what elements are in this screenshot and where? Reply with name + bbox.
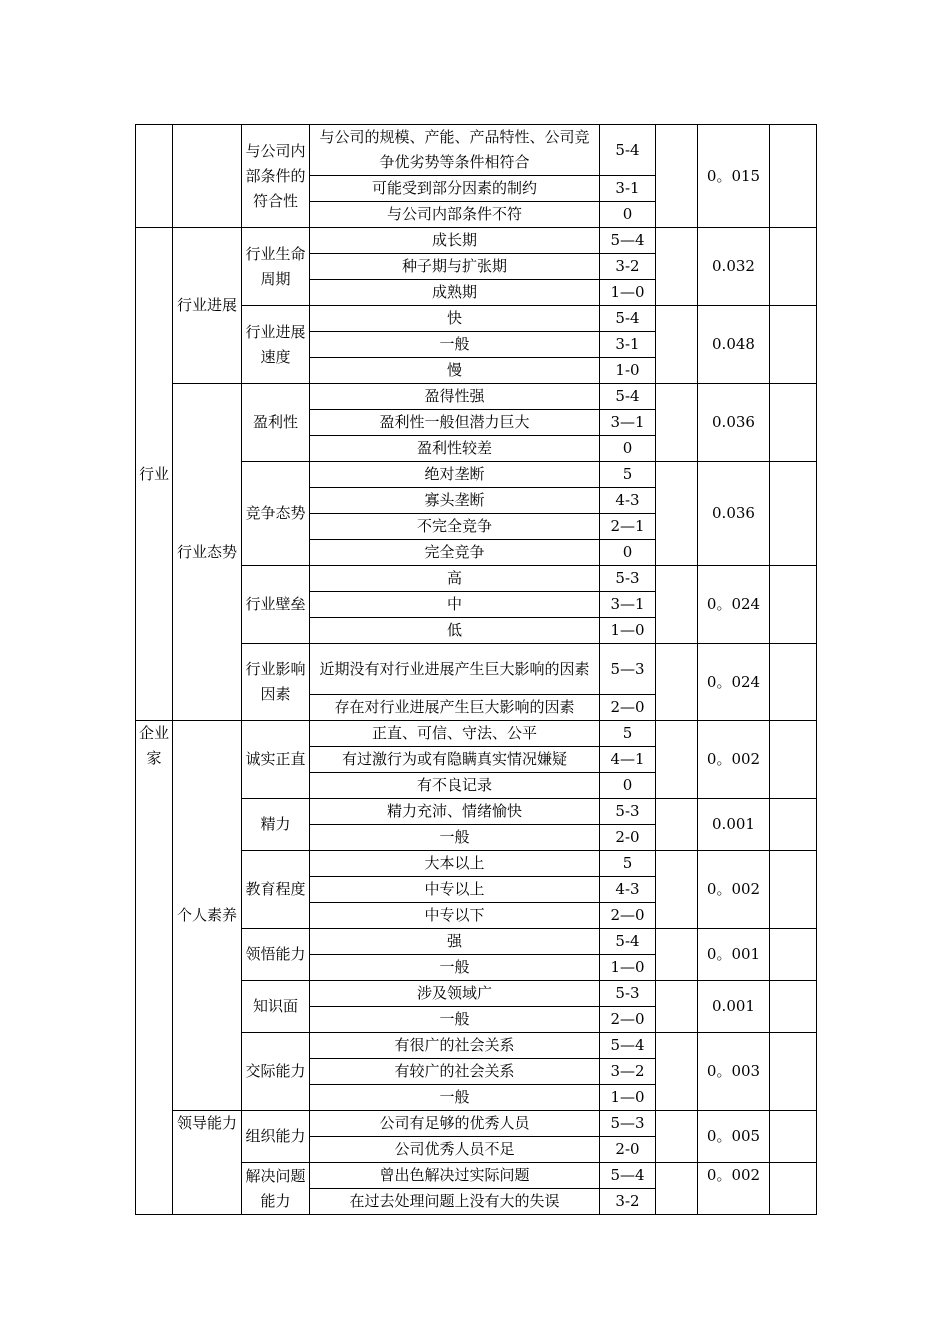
subcategory-cell: 个人素养 (173, 721, 242, 1111)
criterion-cell: 有过激行为或有隐瞒真实情况嫌疑 (310, 747, 600, 773)
criterion-cell: 可能受到部分因素的制约 (310, 176, 600, 202)
score-cell: 2-0 (600, 825, 656, 851)
score-cell: 0 (600, 436, 656, 462)
factor-cell: 教育程度 (242, 851, 310, 929)
criterion-cell: 成长期 (310, 228, 600, 254)
subcategory-cell: 领导能力 (173, 1111, 242, 1215)
weight-cell: 0.001 (698, 799, 770, 851)
weight-cell: 0.032 (698, 228, 770, 306)
weight-cell: 0。005 (698, 1111, 770, 1163)
score-cell: 2—0 (600, 1007, 656, 1033)
factor-cell: 盈利性 (242, 384, 310, 462)
score-cell: 5—4 (600, 1033, 656, 1059)
criterion-cell: 中专以上 (310, 877, 600, 903)
criterion-cell: 高 (310, 566, 600, 592)
criterion-cell: 快 (310, 306, 600, 332)
criterion-cell: 绝对垄断 (310, 462, 600, 488)
evaluation-table (135, 124, 817, 1215)
factor-cell: 精力 (242, 799, 310, 851)
blank-cell (656, 1033, 698, 1111)
score-cell: 3-1 (600, 176, 656, 202)
score-cell: 0 (600, 773, 656, 799)
score-cell: 5-3 (600, 566, 656, 592)
subcategory-cell (173, 125, 242, 228)
score-cell: 3—1 (600, 410, 656, 436)
blank-cell (656, 851, 698, 929)
blank-cell (770, 644, 817, 721)
score-cell: 1—0 (600, 618, 656, 644)
blank-cell (770, 306, 817, 384)
blank-cell (770, 384, 817, 462)
weight-cell: 0.001 (698, 981, 770, 1033)
factor-cell: 竞争态势 (242, 462, 310, 566)
score-cell: 5—3 (600, 644, 656, 695)
factor-cell: 解决问题能力 (242, 1163, 310, 1215)
weight-cell: 0.036 (698, 462, 770, 566)
table-row (136, 384, 817, 410)
weight-cell: 0。003 (698, 1033, 770, 1111)
criterion-cell: 有较广的社会关系 (310, 1059, 600, 1085)
blank-cell (656, 125, 698, 228)
blank-cell (656, 799, 698, 851)
score-cell: 2—0 (600, 903, 656, 929)
criterion-cell: 慢 (310, 358, 600, 384)
score-cell: 1—0 (600, 1085, 656, 1111)
criterion-cell: 曾出色解决过实际问题 (310, 1163, 600, 1189)
blank-cell (656, 306, 698, 384)
blank-cell (656, 384, 698, 462)
score-cell: 3-1 (600, 332, 656, 358)
weight-cell: 0。024 (698, 566, 770, 644)
criterion-cell: 中专以下 (310, 903, 600, 929)
blank-cell (770, 1163, 817, 1215)
score-cell: 1—0 (600, 955, 656, 981)
criterion-cell: 盈利性较差 (310, 436, 600, 462)
blank-cell (770, 228, 817, 306)
criterion-cell: 近期没有对行业进展产生巨大影响的因素 (310, 644, 600, 695)
subcategory-cell: 行业态势 (173, 384, 242, 721)
table-row (136, 1111, 817, 1137)
factor-cell: 行业壁垒 (242, 566, 310, 644)
score-cell: 5-4 (600, 929, 656, 955)
category-cell (136, 125, 173, 228)
table-row (136, 228, 817, 254)
criterion-cell: 涉及领域广 (310, 981, 600, 1007)
blank-cell (770, 981, 817, 1033)
score-cell: 4—1 (600, 747, 656, 773)
category-cell: 企业家 (136, 721, 173, 1215)
score-cell: 3-2 (600, 1189, 656, 1215)
criterion-cell: 一般 (310, 955, 600, 981)
weight-cell: 0。001 (698, 929, 770, 981)
criterion-cell: 中 (310, 592, 600, 618)
score-cell: 1—0 (600, 280, 656, 306)
score-cell: 3—1 (600, 592, 656, 618)
score-cell: 5—4 (600, 1163, 656, 1189)
criterion-cell: 盈得性强 (310, 384, 600, 410)
criterion-cell: 正直、可信、守法、公平 (310, 721, 600, 747)
score-cell: 5 (600, 721, 656, 747)
criterion-cell: 一般 (310, 1007, 600, 1033)
score-cell: 5—4 (600, 228, 656, 254)
score-cell: 5-3 (600, 799, 656, 825)
score-cell: 5-4 (600, 306, 656, 332)
score-cell: 0 (600, 540, 656, 566)
criterion-cell: 强 (310, 929, 600, 955)
criterion-cell: 与公司的规模、产能、产品特性、公司竞争优劣势等条件相符合 (310, 125, 600, 176)
score-cell: 5—3 (600, 1111, 656, 1137)
table-row (136, 721, 817, 747)
blank-cell (770, 929, 817, 981)
blank-cell (770, 721, 817, 799)
score-cell: 3-2 (600, 254, 656, 280)
weight-cell: 0。002 (698, 721, 770, 799)
subcategory-cell: 行业进展 (173, 228, 242, 384)
criterion-cell: 低 (310, 618, 600, 644)
score-cell: 5-4 (600, 125, 656, 176)
score-cell: 5-3 (600, 981, 656, 1007)
factor-cell: 组织能力 (242, 1111, 310, 1163)
criterion-cell: 不完全竞争 (310, 514, 600, 540)
factor-cell: 知识面 (242, 981, 310, 1033)
score-cell: 5-4 (600, 384, 656, 410)
factor-cell: 领悟能力 (242, 929, 310, 981)
criterion-cell: 种子期与扩张期 (310, 254, 600, 280)
factor-cell: 交际能力 (242, 1033, 310, 1111)
score-cell: 4-3 (600, 877, 656, 903)
blank-cell (656, 1111, 698, 1163)
weight-cell: 0.036 (698, 384, 770, 462)
score-cell: 1-0 (600, 358, 656, 384)
score-cell: 4-3 (600, 488, 656, 514)
weight-cell: 0。002 (698, 1163, 770, 1215)
factor-cell: 行业生命周期 (242, 228, 310, 306)
factor-cell: 行业影响因素 (242, 644, 310, 721)
blank-cell (770, 462, 817, 566)
blank-cell (770, 851, 817, 929)
criterion-cell: 有不良记录 (310, 773, 600, 799)
blank-cell (770, 1033, 817, 1111)
category-cell: 行业 (136, 228, 173, 721)
criterion-cell: 一般 (310, 1085, 600, 1111)
blank-cell (656, 929, 698, 981)
criterion-cell: 有很广的社会关系 (310, 1033, 600, 1059)
weight-cell: 0。002 (698, 851, 770, 929)
blank-cell (770, 799, 817, 851)
criterion-cell: 精力充沛、情绪愉快 (310, 799, 600, 825)
criterion-cell: 公司有足够的优秀人员 (310, 1111, 600, 1137)
blank-cell (656, 644, 698, 721)
score-cell: 2-0 (600, 1137, 656, 1163)
criterion-cell: 公司优秀人员不足 (310, 1137, 600, 1163)
factor-cell: 与公司内部条件的符合性 (242, 125, 310, 228)
blank-cell (770, 125, 817, 228)
criterion-cell: 大本以上 (310, 851, 600, 877)
score-cell: 5 (600, 851, 656, 877)
criterion-cell: 与公司内部条件不符 (310, 202, 600, 228)
criterion-cell: 寡头垄断 (310, 488, 600, 514)
criterion-cell: 在过去处理问题上没有大的失误 (310, 1189, 600, 1215)
criterion-cell: 存在对行业进展产生巨大影响的因素 (310, 695, 600, 721)
criterion-cell: 盈利性一般但潜力巨大 (310, 410, 600, 436)
blank-cell (656, 462, 698, 566)
weight-cell: 0.048 (698, 306, 770, 384)
score-cell: 5 (600, 462, 656, 488)
blank-cell (656, 228, 698, 306)
blank-cell (656, 1163, 698, 1215)
blank-cell (656, 566, 698, 644)
score-cell: 3—2 (600, 1059, 656, 1085)
criterion-cell: 完全竞争 (310, 540, 600, 566)
score-cell: 2—0 (600, 695, 656, 721)
criterion-cell: 成熟期 (310, 280, 600, 306)
blank-cell (656, 721, 698, 799)
weight-cell: 0。015 (698, 125, 770, 228)
factor-cell: 行业进展速度 (242, 306, 310, 384)
factor-cell: 诚实正直 (242, 721, 310, 799)
blank-cell (770, 1111, 817, 1163)
score-cell: 0 (600, 202, 656, 228)
criterion-cell: 一般 (310, 332, 600, 358)
weight-cell: 0。024 (698, 644, 770, 721)
criterion-cell: 一般 (310, 825, 600, 851)
score-cell: 2—1 (600, 514, 656, 540)
blank-cell (770, 566, 817, 644)
blank-cell (656, 981, 698, 1033)
